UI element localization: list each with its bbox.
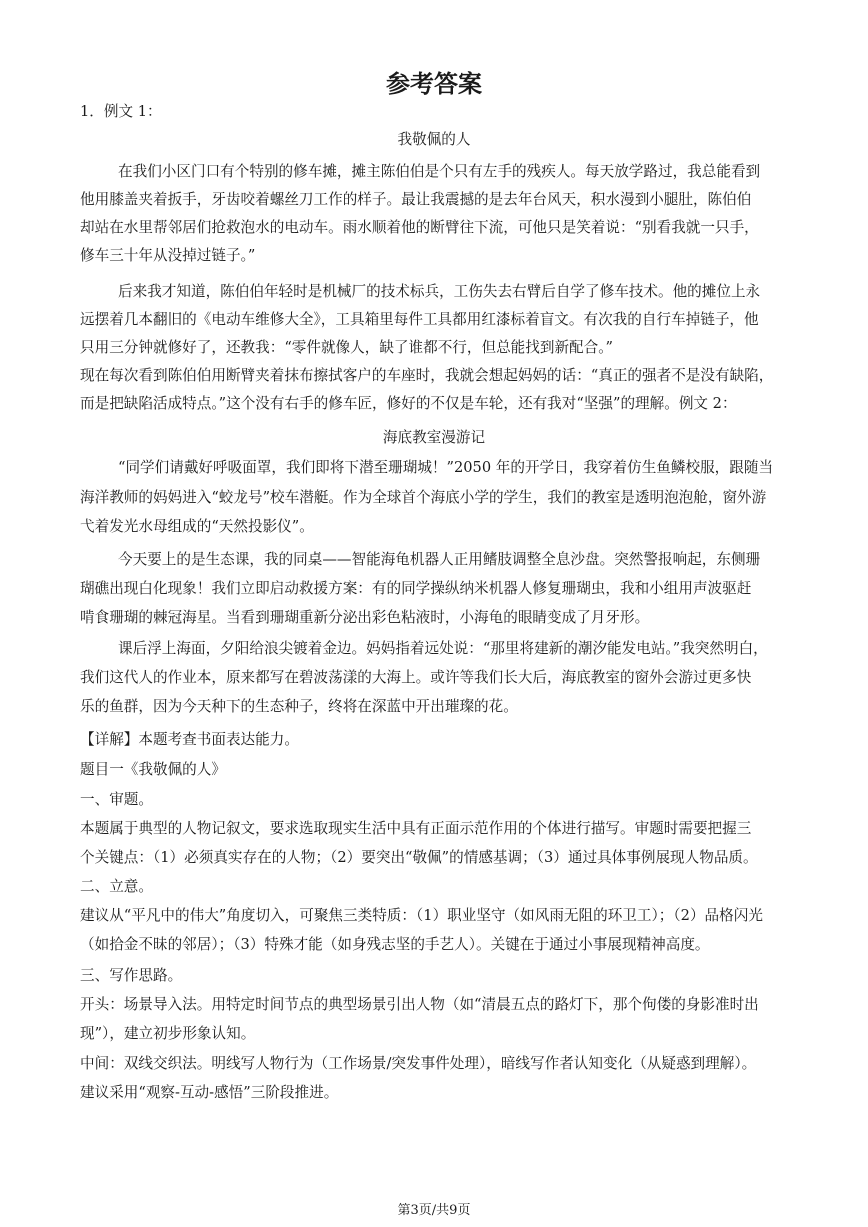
- paragraph-line: 开头：场景导入法。用特定时间节点的典型场景引出人物（如“清晨五点的路灯下，那个佝偻的身影准时出: [80, 996, 759, 1013]
- essay1-title: 我敬佩的人: [397, 131, 471, 148]
- explanation-heading: 【详解】本题考查书面表达能力。: [80, 731, 299, 748]
- paragraph-line: 本题属于典型的人物记叙文，要求选取现实生活中具有正面示范作用的个体进行描写。审题时需要把握三: [80, 820, 752, 837]
- paragraph-line: 而是把缺陷活成特点。”这个没有右手的修车匠，修好的不仅是车轮，还有我对“坚强”的理解。例文 2：: [80, 395, 737, 412]
- paragraph-line: 弋着发光水母组成的“天然投影仪”。: [80, 518, 314, 535]
- paragraph-line: （如拾金不昧的邻居）；（3）特殊才能（如身残志坚的手艺人）。关键在于通过小事展现精神高度。: [80, 936, 710, 953]
- paragraph-line: 现”），建立初步形象认知。: [80, 1025, 256, 1042]
- paragraph-line: 中间：双线交织法。明线写人物行为（工作场景/突发事件处理），暗线写作者认知变化（从疑惑到理解）。: [80, 1055, 757, 1072]
- paragraph-line: 后来我才知道，陈伯伯年轻时是机械厂的技术标兵，工伤失去右臂后自学了修车技术。他的摊位上永: [118, 283, 761, 300]
- section-heading: 二、立意。: [80, 878, 153, 895]
- paragraph-line: 只用三分钟就修好了，还教我：“零件就像人，缺了谁都不行，但总能找到新配合。”: [80, 339, 613, 356]
- paragraph-line: 乐的鱼群，因为今天种下的生态种子，终将在深蓝中开出璀璨的花。: [80, 698, 518, 715]
- paragraph-line: 建议从“平凡中的伟大”角度切入，可聚焦三类特质：（1）职业坚守（如风雨无阻的环卫工）；（2）品格闪光: [80, 907, 763, 924]
- section-heading: 三、写作思路。: [80, 967, 183, 984]
- paragraph-line: 我们这代人的作业本，原来都写在碧波荡漾的大海上。或许等我们长大后，海底教室的窗外会游过更多快: [80, 669, 752, 686]
- paragraph-line: 建议采用“观察-互动-感悟”三阶段推进。: [80, 1084, 339, 1101]
- question-number-line: 1．例文 1：: [80, 103, 162, 120]
- page-footer: 第3页/共9页: [397, 1203, 471, 1218]
- paragraph-line: 远摆着几本翻旧的《电动车维修大全》，工具箱里每件工具都用红漆标着盲文。有次我的自行车掉链子，他: [80, 311, 759, 328]
- paragraph-line: 今天要上的是生态课，我的同桌——智能海龟机器人正用鳍肢调整全息沙盘。突然警报响起，东侧珊: [118, 551, 761, 568]
- paragraph-line: 瑚礁出现白化现象！我们立即启动救援方案：有的同学操纵纳米机器人修复珊瑚虫，我和小组用声波驱赶: [80, 580, 752, 597]
- paragraph-line: 他用膝盖夹着扳手，牙齿咬着螺丝刀工作的样子。最让我震撼的是去年台风天，积水漫到小腿肚，陈伯伯: [80, 191, 752, 208]
- page-title: 参考答案: [386, 70, 482, 98]
- essay2-title: 海底教室漫游记: [382, 429, 486, 446]
- paragraph-line: 在我们小区门口有个特别的修车摊，摊主陈伯伯是个只有左手的残疾人。每天放学路过，我总能看到: [118, 163, 761, 180]
- paragraph-line: 啃食珊瑚的棘冠海星。当看到珊瑚重新分泌出彩色粘液时，小海龟的眼睛变成了月牙形。: [80, 609, 650, 626]
- paragraph-line: 现在每次看到陈伯伯用断臂夹着抹布擦拭客户的车座时，我就会想起妈妈的话：“真正的强者不是没有缺陷，: [80, 367, 774, 384]
- paragraph-line: 个关键点：（1）必须真实存在的人物；（2）要突出“敬佩”的情感基调；（3）通过具体事例展现人物品质。: [80, 849, 758, 866]
- topic-heading: 题目一《我敬佩的人》: [80, 761, 226, 778]
- paragraph-line: 海洋教师的妈妈进入“蛟龙号”校车潜艇。作为全球首个海底小学的学生，我们的教室是透明泡泡舱，窗外游: [80, 489, 767, 506]
- section-heading: 一、审题。: [80, 791, 153, 808]
- paragraph-line: 却站在水里帮邻居们抢救泡水的电动车。雨水顺着他的断臂往下流，可他只是笑着说：“别看我就一只手，: [80, 219, 759, 236]
- paragraph-line: “同学们请戴好呼吸面罩，我们即将下潜至珊瑚城！”2050 年的开学日，我穿着仿生鱼鳞校服，跟随当: [118, 459, 774, 476]
- paragraph-line: 课后浮上海面，夕阳给浪尖镀着金边。妈妈指着远处说：“那里将建新的潮汐能发电站。”我突然明白，: [118, 640, 768, 657]
- paragraph-line: 修车三十年从没掉过链子。”: [80, 247, 256, 264]
